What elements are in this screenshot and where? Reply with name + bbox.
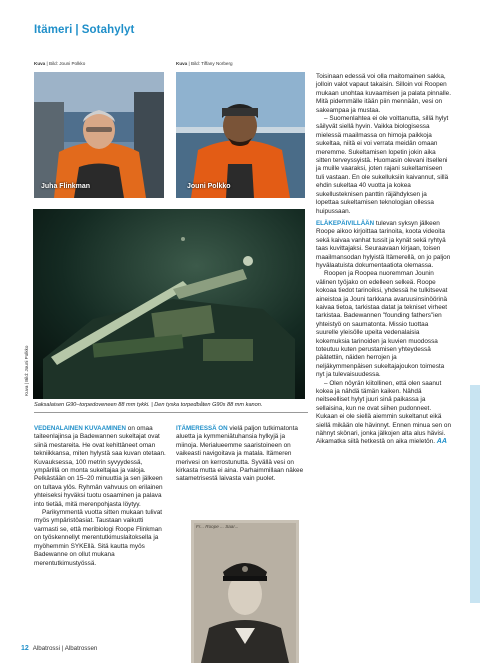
- page-edge-stripe: [470, 385, 480, 603]
- section-heading: [34, 24, 134, 36]
- photo-name-right: Jouni Polkko: [187, 183, 231, 190]
- paragraph: ITÄMERESSÄ ON vielä paljon tutkimatonta aluetta ja kymmeniätuhansia hylkyjä ja miinoja. Merialueemme saaristoineen on vaikeasti navigoitava ja matala. Itämeren merivesi on kerrostunutta. Syvällä vesi on kirkasta mutta ei aina. Parhaimmillaan näkee satametrisestä laivasta vain puolet.: [176, 425, 304, 483]
- paragraph: – Olen nöyrän kiitollinen, että olen saanut kokea ja nähdä tämän kaiken. Nähdä neitseelliset hylyt juuri sinä paikassa ja sellaisina, kun ne ovat siihen pudonneet. Kukaan ei ole siellä aiemmin sukeltanut eikä siellä mikään ole hävinnyt. Ennen minua sen on nähnyt skönari, jonka jälkojen alta alus hävisi. Aikamatka siitä hetkestä on aika mieletön. AA: [316, 379, 451, 446]
- paragraph: – Suomenlahtea ei ole voittanutta, sillä hylyt säilyvät siellä hyvin. Vaikka biologisessa mielessä maailmassa on himoja paikkoja sukeltaa, niitä ei voi verrata meidän omaan meremme. Sukeltamisen lopetin jokin aika sitten terveyssyistä. Huomasin olevani itselleni ja muille vaaraksi, joten rajani sukeltamiseen tuli vastaan. En ole sukelluksiin kaivannut, sillä ehdin sukeltaa 40 vuotta ja kokea sukellusteknisen panttin räjähdyksen ja lopettaa sukeltamisen teknologian ollessa huipussaan.: [316, 115, 449, 215]
- article-column-left: [34, 425, 166, 568]
- photo-wreck-torpedo-boat: [33, 209, 305, 399]
- article-column-right: [316, 73, 451, 447]
- photo-credit-wreck: Kuva | Bild: Jouni Polkko: [24, 345, 29, 396]
- end-mark-icon: AA: [436, 438, 447, 446]
- paragraph: Parikymmentä vuotta sitten mukaan tulivat myös ympäristöasiat. Taustaan vaikutti varmasti se, että meribiologi Roope Flinkman on työskennellyt merentutkimuslaitoksella ja myöhemmin SYKEllä. Sitä kautta myös Badewanne on ollut mukana merentutkimustyössä.: [34, 509, 163, 567]
- magazine-name: Albatrossi: [32, 645, 60, 652]
- photo-credit-left: Kuva | Bild: Jouni Polkko: [34, 61, 86, 66]
- article-column-middle: [176, 425, 306, 484]
- photo-historic-portrait: [191, 520, 299, 663]
- magazine-name-sv: Albatrossen: [64, 645, 98, 652]
- section-divider: |: [75, 24, 79, 36]
- paragraph: Toisinaan edessä voi olla maitomainen sakka, jolloin valot vapaut takaisin. Silloin voi Roopen mukaan unohtaa kuvaamisen ja palata pinnalle. Mitä pidemmälle itään piin mennään, vesi on sakeampaa ja mustaa.: [316, 73, 452, 114]
- photo-name-left: Juha Flinkman: [41, 183, 91, 190]
- section-subtitle: Sotahylyt: [81, 24, 135, 36]
- paragraph: Roopen ja Roopea nuoremman Jounin välinen työjako on edelleen selkeä. Roope kokoaa tiedot tarinoiksi, yhdessä he tulkitsevat aineistoa ja Jouni tarkkana avaruusinsinöörinä kaivaa tietoa, tarkistaa datat ja tekniset virheet tarkistaa. Badewannen "founding fathers"ien yhteistyö on saumatonta. Missio tuottaa suurelle yleisölle upeita vedenalaisia kokemuksia tarinoiden ja kuvien muodossa toteutuu kuten perustamisen yhteydessä päätettiin, näiden herrojen ja neljäkymmenpäisen sukeltajajoukon toimesta nyt ja tulevaisuudessa.: [316, 270, 448, 379]
- photo-jouni-polkko: [176, 72, 305, 198]
- portrait-inscription: Fr... Roope ... Saar...: [196, 524, 239, 529]
- page-footer: 12 Albatrossi | Albatrossen: [21, 645, 98, 652]
- section-title: Itämeri: [34, 24, 73, 36]
- paragraph: VEDENALAINEN KUVAAMINEN on omaa taiteenlajinsa ja Badewannen sukeltajat ovat siinä mestareita. He ovat kehittäneet oman tekniikkansa, miten hylystä saa kuvan otetaan. Kuvauksessa, 100 metrin syvyydessä, ympärillä on monta sukeltajaa ja valoja. Pelkästään on 15–20 minuuttia ja sen jälkeen on tultava ylös. Ryhmän vahvuus on erilainen yhteiseksi hyväksi tuotu osaaminen ja palava into tietää, mitä merenpohjasta löytyy.: [34, 425, 166, 508]
- paragraph: ELÄKEPÄIVILLÄÄN tulevan syksyn jälkeen Roope aikoo kirjoittaa tarinoita, koota videoita sekä kaivaa vanhat tussit ja kynät sekä ryhtyä taas kuvittajaksi. Seuraavaan kirjaan, toisen maailmansodan hylyistä Itämerellä, on jo paljon hyvälaatuista dokumentaatiota olemassa.: [316, 219, 451, 269]
- page-number: 12: [21, 645, 29, 652]
- photo-credit-right: Kuva | Bild: Tiffany Norberg: [176, 61, 233, 66]
- photo-juha-flinkman: [34, 72, 164, 198]
- photo-caption: Saksalaisen G90–torpedoveneen 88 mm tykki. | Den tyska torpedbåten G90s 88 mm kanon.: [34, 402, 308, 413]
